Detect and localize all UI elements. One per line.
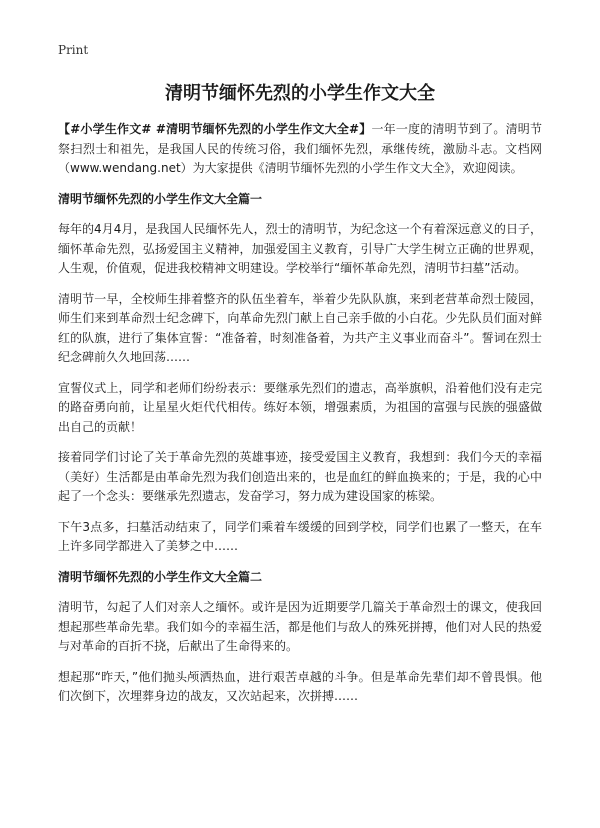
page-title: 清明节缅怀先烈的小学生作文大全 <box>165 83 435 104</box>
section-heading-2: 清明节缅怀先烈的小学生作文大全篇二 <box>58 569 263 584</box>
section-1-paragraph-3: 宣誓仪式上，同学和老师们纷纷表示：要继承先烈们的遗志，高举旗帜，沿着他们没有走完的路奋勇向前，让星星火炬代代相传。练好本领，增强素质，为祖国的富强与民族的强盛做出自己的贡献！ <box>58 380 542 434</box>
section-1-paragraph-2: 清明节一早，全校师生排着整齐的队伍坐着车，举着少先队队旗，来到老营革命烈士陵园，师生们来到革命烈士纪念碑下，向革命先烈门献上自己亲手做的小白花。少先队员们面对鲜红的队旗，进行了集体宣誓：“准备着，时刻准备着，为共产主义事业而奋斗”。誓词在烈士纪念碑前久久地回荡…… <box>58 291 542 364</box>
section-2-paragraph-1: 清明节，勾起了人们对亲人之缅怀。或许是因为近期要学几篇关于革命烈士的课文，使我回想起那些革命先辈。我们如今的幸福生活，都是他们与敌人的殊死拼搏，他们对人民的热爱与对革命的百折不挠，后献出了生命得来的。 <box>58 600 542 653</box>
intro-paragraph <box>58 120 542 179</box>
section-2-paragraph-2: 想起那“昨天，”他们抛头颅洒热血，进行艰苦卓越的斗争。但是革命先辈们却不曾畏惧。他们次倒下，次埋葬身边的战友，又次站起来，次拼搏…… <box>58 669 542 703</box>
section-heading-1: 清明节缅怀先烈的小学生作文大全篇一 <box>58 191 263 206</box>
intro-text: 一年一度的清明节到了。清明节祭扫烈士和祖先，是我国人民的传统习俗，我们缅怀先烈，承继传统，激励斗志。文档网（www.wendang.net）为大家提供《清明节缅怀先烈的小学生作文大全》，欢迎阅读。 <box>58 122 542 175</box>
intro-tags: 【#小学生作文# #清明节缅怀先烈的小学生作文大全#】 <box>58 122 372 136</box>
section-1-paragraph-5: 下午3点多，扫墓活动结束了，同学们乘着车缓缓的回到学校，同学们也累了一整天，在车上许多同学都进入了美梦之中…… <box>58 519 542 553</box>
section-1-paragraph-1: 每年的4月4月，是我国人民缅怀先人，烈士的清明节，为纪念这一个有着深远意义的日子，缅怀革命先烈，弘扬爱国主义精神，加强爱国主义教育，引导广大学生树立正确的世界观，人生观，价值观，促进我校精神文明建设。学校举行“缅怀革命先烈，清明节扫墓”活动。 <box>58 222 542 275</box>
section-1-paragraph-4: 接着同学们讨论了关于革命先烈的英雄事迹，接受爱国主义教育，我想到：我们今天的幸福（美好）生活都是由革命先烈为我们创造出来的，也是血红的鲜血换来的；于是，我的心中起了一个念头：要继承先烈遗志，发奋学习，努力成为建设国家的栋梁。 <box>58 450 542 503</box>
print-link[interactable]: Print <box>58 43 89 57</box>
